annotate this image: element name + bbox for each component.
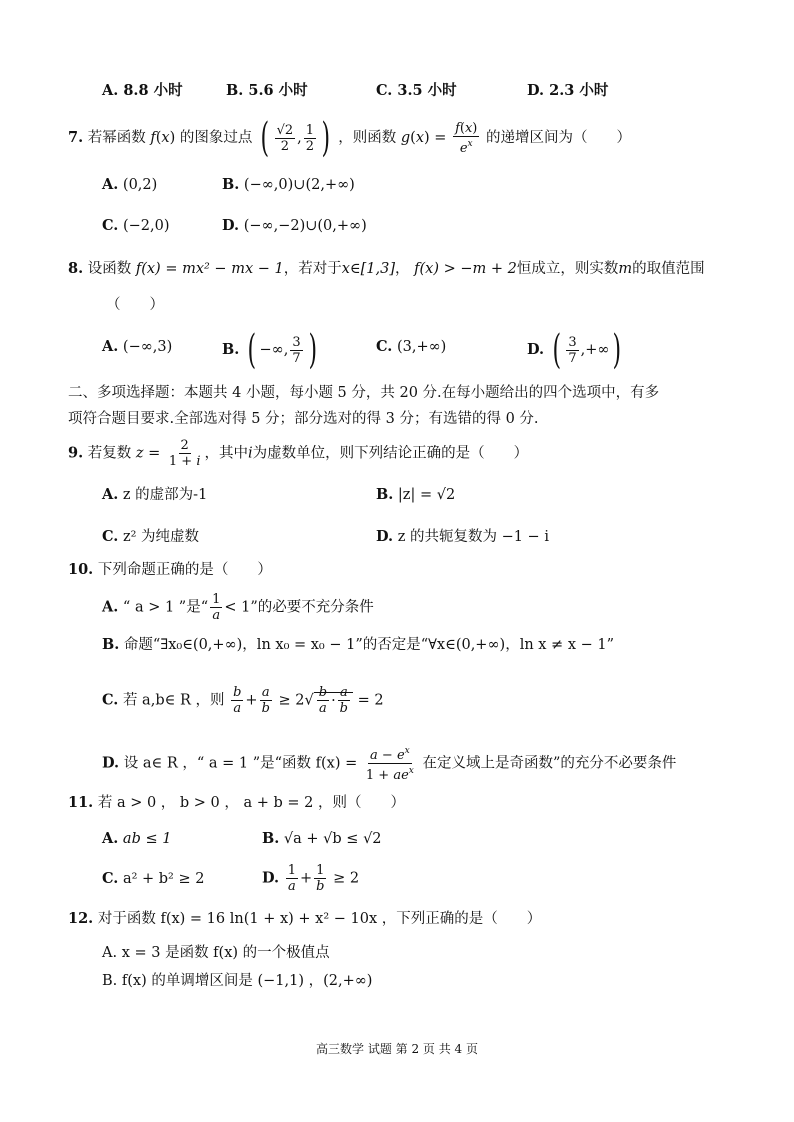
- q7-option-d: D. (−∞,−2)∪(0,+∞): [222, 217, 367, 234]
- q11-option-a: A. ab ≤ 1: [102, 830, 172, 847]
- q8-stem: 8. 设函数 f(x) = mx² − mx − 1，若对于x∈[1,3]， f(x) > −m + 2恒成立，则实数m的取值范围: [68, 260, 705, 277]
- q7-stem-mid2: ，则函数: [338, 130, 397, 146]
- q12-stem: 12. 对于函数 f(x) = 16 ln(1 + x) + x² − 10x ，下列正确的是（ ）: [68, 910, 542, 927]
- q10-stem: 10. 下列命题正确的是（ ）: [68, 561, 272, 578]
- q6-option-b: B. 5.6 小时: [226, 82, 308, 99]
- q9-option-b: B. |z| = √2: [376, 486, 456, 503]
- q7-number: 7.: [68, 129, 84, 146]
- q9-option-c: C. z² 为纯虚数: [102, 528, 200, 545]
- section2-line2: 项符合题目要求.全部选对得 5 分；部分选对的得 3 分；有选错的得 0 分.: [68, 411, 539, 427]
- q8-option-c: C. (3,+∞): [376, 338, 447, 355]
- q8-option-d: D. ( $\frac{3}{7}$ ,+∞): [527, 327, 622, 373]
- q11-option-d: D. $\frac{1}{a}$ + $\frac{1}{b}$ ≥ 2: [262, 863, 360, 894]
- q8-option-b: B. ( −∞, $\frac{3}{7}$ ): [222, 327, 317, 373]
- q11-stem: 11. 若 a > 0 ， b > 0 ， a + b = 2 ，则（ ）: [68, 794, 405, 811]
- q7-stem: 7. 若幂函数 f(x) 的图象过点 ( $\frac{√2}{2}$ , $\frac{1}{2}$ ) ，则函数 g(x) = $\frac{f(x)}{e^x}$ 的递增区间为（ ）: [68, 115, 631, 161]
- q7-point-y: $\frac{1}{2}$: [305, 122, 315, 154]
- q6-option-c: C. 3.5 小时: [376, 82, 457, 99]
- q6-option-d: D. 2.3 小时: [527, 82, 609, 99]
- q7-point-x: $\frac{√2}{2}$: [276, 122, 294, 154]
- q11-option-b: B. √a + √b ≤ √2: [262, 830, 382, 847]
- q7-stem-post: 的递增区间为（ ）: [485, 130, 631, 146]
- q12-option-a: A. x = 3 是函数 f(x) 的一个极值点: [102, 945, 330, 961]
- q7-option-a: A. (0,2): [102, 176, 158, 193]
- q6-option-a: A. 8.8 小时: [102, 82, 183, 99]
- q10-option-c: C. 若 a,b∈ R ，则 $\frac{b}{a}$ + $\frac{a}{b}$ ≥ 2√ $\frac{b}{a}$ · $\frac{a}{b}$ = 2: [102, 685, 384, 716]
- q10-option-b: B. 命题“∃x₀∈(0,+∞)，ln x₀ = x₀ − 1”的否定是“∀x∈(0,+∞)，ln x ≠ x − 1”: [102, 636, 615, 653]
- q7-left-paren: (: [260, 115, 270, 161]
- q10-option-d: D. 设 a∈ R ，“ a = 1 ”是“函数 f(x) = $\frac{a - e^x}{1 + ae^x}$ 在定义域上是奇函数”的充分不必要条件: [102, 746, 677, 783]
- q7-stem-mid1: 的图象过点: [179, 130, 253, 146]
- q10-option-a: A. “ a > 1 ”是“ $\frac{1}{a}$ < 1”的必要不充分条件: [102, 592, 374, 623]
- q7-stem-pre: 若幂函数: [87, 130, 146, 146]
- page-footer: 高三数学 试题 第 2 页 共 4 页: [316, 1042, 478, 1056]
- q8-paren: （ ）: [106, 297, 164, 313]
- q9-option-d: D. z 的共轭复数为 −1 − i: [376, 528, 549, 545]
- q12-option-b: B. f(x) 的单调增区间是 (−1,1) ，(2,+∞): [102, 973, 373, 989]
- q7-right-paren: ): [321, 115, 331, 161]
- q8-option-a: A. (−∞,3): [102, 338, 173, 355]
- q7-fx: f: [150, 130, 156, 146]
- section2-line1: 二、多项选择题：本题共 4 小题，每小题 5 分，共 20 分.在每小题给出的四个选项中，有多: [68, 385, 660, 401]
- q7-option-b: B. (−∞,0)∪(2,+∞): [222, 176, 355, 193]
- q11-option-c: C. a² + b² ≥ 2: [102, 870, 205, 887]
- q7-option-c: C. (−2,0): [102, 217, 170, 234]
- q9-option-a: A. z 的虚部为-1: [102, 486, 208, 503]
- q9-stem: 9. 若复数 z = $\frac{2}{1 + i}$ ，其中i为虚数单位，则下列结论正确的是（ ）: [68, 438, 529, 469]
- q7-gx-fraction: $\frac{f(x)}{e^x}$: [455, 120, 478, 156]
